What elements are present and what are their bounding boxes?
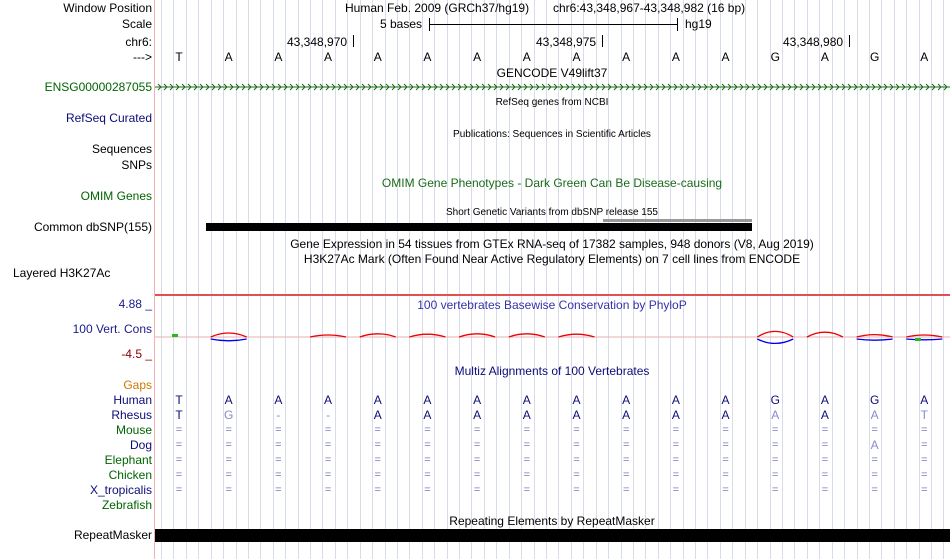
alignment-base: = (573, 424, 580, 436)
alignment-base: = (871, 484, 878, 496)
alignment-base: A (423, 408, 432, 422)
scale-label: 5 bases (380, 17, 423, 31)
alignment-base: = (473, 424, 481, 436)
track-label-refseq[interactable]: RefSeq Curated (65, 111, 152, 125)
genome-browser-image[interactable] (155, 0, 950, 559)
phylop-neutral-mark (915, 338, 921, 341)
alignment-base: = (424, 484, 431, 496)
base-letter: A (671, 50, 680, 64)
alignment-base: A (522, 393, 531, 407)
alignment-base: = (225, 484, 232, 496)
track-label-omim[interactable]: OMIM Genes (80, 189, 152, 203)
alignment-base: A (820, 393, 829, 407)
track-label-scale[interactable]: Scale (121, 17, 152, 31)
alignment-base: G (224, 408, 234, 422)
track-label-xtrop[interactable]: X_tropicalis (89, 483, 152, 497)
base-letter: G (869, 50, 880, 64)
alignment-base: = (622, 454, 630, 466)
repeatmasker-element-bar[interactable] (155, 529, 950, 542)
alignment-base: = (573, 484, 580, 496)
base-letter: A (820, 50, 829, 64)
scale-bar-left-tick (429, 18, 430, 31)
dbsnp-variant-bar-secondary[interactable] (603, 219, 752, 222)
alignment-base: = (175, 454, 183, 466)
alignment-base: = (921, 454, 928, 466)
alignment-base: T (920, 408, 928, 422)
phylop-neutral-mark (172, 334, 178, 337)
ruler-tick (849, 35, 850, 47)
track-label-gaps[interactable]: Gaps (123, 378, 152, 392)
repeatmasker-track-title[interactable]: Repeating Elements by RepeatMasker (449, 514, 655, 528)
alignment-base: A (373, 408, 382, 422)
alignment-base: = (821, 424, 829, 436)
h3k27ac-signal-line (155, 294, 950, 296)
position-label: chr6:43,348,967-43,348,982 (16 bp) (553, 1, 746, 15)
alignment-base: = (672, 484, 680, 496)
track-label-h3k27ac[interactable]: Layered H3K27Ac (13, 266, 111, 280)
phylop-unconserved-mark (757, 339, 793, 343)
track-label-phylop-min[interactable]: -4.5 _ (121, 347, 152, 361)
alignment-base: = (424, 424, 431, 436)
alignment-base: = (622, 469, 630, 481)
track-label-chicken[interactable]: Chicken (108, 468, 152, 482)
alignment-base: A (820, 408, 829, 422)
phylop-unconserved-mark (906, 339, 942, 340)
alignment-base: = (821, 469, 829, 481)
refseq-track-title[interactable]: RefSeq genes from NCBI (495, 97, 609, 108)
alignment-base: = (573, 469, 580, 481)
alignment-base: - (276, 408, 281, 422)
alignment-base: = (722, 439, 729, 451)
alignment-base: = (722, 484, 729, 496)
alignment-base: = (324, 469, 332, 481)
alignment-base: = (473, 469, 481, 481)
alignment-base: = (374, 454, 381, 466)
alignment-base: = (921, 424, 928, 436)
alignment-base: = (772, 469, 779, 481)
omim-track-title[interactable]: OMIM Gene Phenotypes - Dark Green Can Be Disease-causing (381, 176, 723, 190)
base-letter: A (274, 50, 283, 64)
alignment-base: = (722, 469, 729, 481)
h3k27ac-track-title[interactable]: H3K27Ac Mark (Often Found Near Active Regulatory Elements) on 7 cell lines from ENCODE (303, 252, 801, 266)
alignment-base: = (772, 484, 779, 496)
base-letter: A (622, 50, 631, 64)
alignment-base: A (572, 408, 581, 422)
track-label-dog[interactable]: Dog (129, 438, 152, 452)
alignment-base: A (522, 408, 531, 422)
alignment-base: = (523, 439, 531, 451)
alignment-base: = (871, 424, 878, 436)
alignment-base: = (225, 424, 232, 436)
track-label-vert-cons[interactable]: 100 Vert. Cons (72, 322, 152, 336)
base-letter: A (522, 50, 531, 64)
track-label-phylop-max[interactable]: 4.88 _ (118, 297, 152, 311)
alignment-base: = (871, 469, 878, 481)
track-label-dbsnp[interactable]: Common dbSNP(155) (33, 220, 152, 234)
alignment-base: = (473, 439, 481, 451)
alignment-base: A (274, 393, 283, 407)
ruler-coord: 43,348,975 (536, 35, 597, 49)
phylop-track-title[interactable]: 100 vertebrates Basewise Conservation by PhyloP (417, 298, 687, 312)
phylop-conserved-mark (807, 332, 843, 337)
base-letter: A (473, 50, 482, 64)
alignment-base: = (921, 439, 928, 451)
alignment-base: = (573, 439, 580, 451)
multiz-track-title[interactable]: Multiz Alignments of 100 Vertebrates (454, 364, 650, 378)
alignment-base: = (324, 439, 332, 451)
alignment-base: A (373, 393, 382, 407)
track-label-column (0, 0, 154, 559)
alignment-base: A (622, 393, 631, 407)
alignment-base: A (721, 393, 730, 407)
alignment-base: A (671, 393, 680, 407)
base-letter: A (373, 50, 382, 64)
alignment-base: = (622, 484, 630, 496)
alignment-base: G (869, 393, 880, 407)
alignment-base: = (573, 454, 580, 466)
alignment-base: = (523, 484, 531, 496)
alignment-base: A (473, 393, 482, 407)
alignment-base: = (374, 484, 381, 496)
alignment-base: - (326, 408, 331, 422)
scale-db-label: hg19 (685, 17, 712, 31)
alignment-base: = (722, 454, 729, 466)
alignment-base: = (523, 469, 531, 481)
alignment-base: = (225, 469, 232, 481)
gencode-track-title[interactable]: GENCODE V49lift37 (496, 66, 608, 80)
track-label-rhesus[interactable]: Rhesus (111, 408, 152, 422)
alignment-base: = (921, 484, 928, 496)
alignment-base: = (175, 469, 183, 481)
phylop-unconserved-mark (211, 339, 247, 341)
track-label-human[interactable]: Human (113, 393, 152, 407)
track-label-repeatmasker[interactable]: RepeatMasker (73, 528, 152, 542)
track-label-zebrafish[interactable]: Zebrafish (101, 498, 152, 512)
alignment-base: T (175, 408, 183, 422)
alignment-base: A (771, 408, 780, 422)
alignment-base: = (622, 439, 630, 451)
base-letter: A (324, 50, 333, 64)
alignment-base: = (672, 424, 680, 436)
base-letter: T (175, 50, 183, 64)
alignment-base: A (870, 438, 879, 452)
alignment-base: = (523, 454, 531, 466)
alignment-base: T (175, 393, 183, 407)
ruler-coord: 43,348,970 (287, 35, 348, 49)
base-letter: A (920, 50, 929, 64)
base-letter: G (770, 50, 780, 64)
alignment-base: = (523, 424, 531, 436)
alignment-base: = (275, 454, 282, 466)
alignment-base: = (921, 469, 928, 481)
alignment-base: = (821, 454, 829, 466)
track-label-snps[interactable]: SNPs (121, 158, 152, 172)
track-label-window-position[interactable]: Window Position (63, 1, 152, 15)
base-letter: A (572, 50, 581, 64)
alignment-base: = (821, 439, 829, 451)
alignment-base: = (225, 439, 232, 451)
alignment-base: = (275, 424, 282, 436)
alignment-base: A (224, 393, 233, 407)
alignment-base: = (374, 424, 381, 436)
ruler-coord: 43,348,980 (783, 35, 844, 49)
phylop-conservation-plot[interactable] (155, 326, 950, 356)
gtex-track-title[interactable]: Gene Expression in 54 tissues from GTEx RNA-seq of 17382 samples, 948 donors (V8, Aug 2019) (290, 237, 814, 251)
alignment-base: A (473, 408, 482, 422)
alignment-base: = (175, 424, 183, 436)
scale-bar (429, 24, 677, 25)
assembly-label: Human Feb. 2009 (GRCh37/hg19) (345, 1, 530, 15)
alignment-base: A (423, 393, 432, 407)
alignment-base: A (721, 408, 730, 422)
track-label-chr[interactable]: chr6: (125, 35, 152, 49)
alignment-base: = (225, 454, 232, 466)
phylop-conserved-mark (211, 333, 247, 337)
alignment-base: = (772, 454, 779, 466)
alignment-base: = (821, 484, 829, 496)
dbsnp-track-title[interactable]: Short Genetic Variants from dbSNP release 155 (446, 207, 658, 218)
ruler-tick (602, 35, 603, 47)
publications-track-title[interactable]: Publications: Sequences in Scientific Articles (453, 129, 651, 140)
gencode-transcript-feature[interactable] (155, 82, 950, 92)
alignment-base: A (920, 393, 929, 407)
alignment-base: = (473, 454, 481, 466)
phylop-unconserved-mark (857, 339, 893, 340)
alignment-base: = (672, 454, 680, 466)
alignment-base: = (324, 424, 332, 436)
alignment-base: A (324, 393, 333, 407)
alignment-base: A (622, 408, 631, 422)
alignment-base: = (424, 454, 431, 466)
base-letter: A (224, 50, 233, 64)
alignment-base: = (473, 484, 481, 496)
alignment-base: = (324, 454, 332, 466)
alignment-base: = (275, 484, 282, 496)
base-letter: A (423, 50, 432, 64)
alignment-base: A (671, 408, 680, 422)
ruler-tick (353, 35, 354, 47)
alignment-base: = (324, 484, 332, 496)
alignment-base: A (870, 408, 879, 422)
alignment-base: = (672, 439, 680, 451)
track-label-elephant[interactable]: Elephant (104, 453, 152, 467)
track-label-sequences[interactable]: Sequences (91, 142, 152, 156)
alignment-base: = (175, 484, 183, 496)
scale-bar-right-tick (677, 18, 678, 31)
alignment-base: = (672, 469, 680, 481)
alignment-base: = (622, 424, 630, 436)
alignment-base: = (871, 454, 878, 466)
alignment-base: = (374, 439, 381, 451)
track-label-arrow[interactable]: ---> (133, 50, 152, 64)
alignment-base: = (374, 469, 381, 481)
base-letter: A (721, 50, 730, 64)
phylop-conserved-mark (757, 331, 793, 337)
alignment-base: = (424, 469, 431, 481)
alignment-base: = (772, 439, 779, 451)
alignment-base: = (722, 424, 729, 436)
alignment-base: = (772, 424, 779, 436)
alignment-base: A (572, 393, 581, 407)
alignment-base: G (770, 393, 780, 407)
alignment-base: = (175, 439, 183, 451)
alignment-base: = (275, 469, 282, 481)
alignment-base: = (424, 439, 431, 451)
dbsnp-variant-bar[interactable] (206, 223, 752, 231)
track-label-mouse[interactable]: Mouse (115, 423, 152, 437)
alignment-base: = (275, 439, 282, 451)
track-label-gencode[interactable]: ENSG00000287055 (44, 80, 152, 94)
